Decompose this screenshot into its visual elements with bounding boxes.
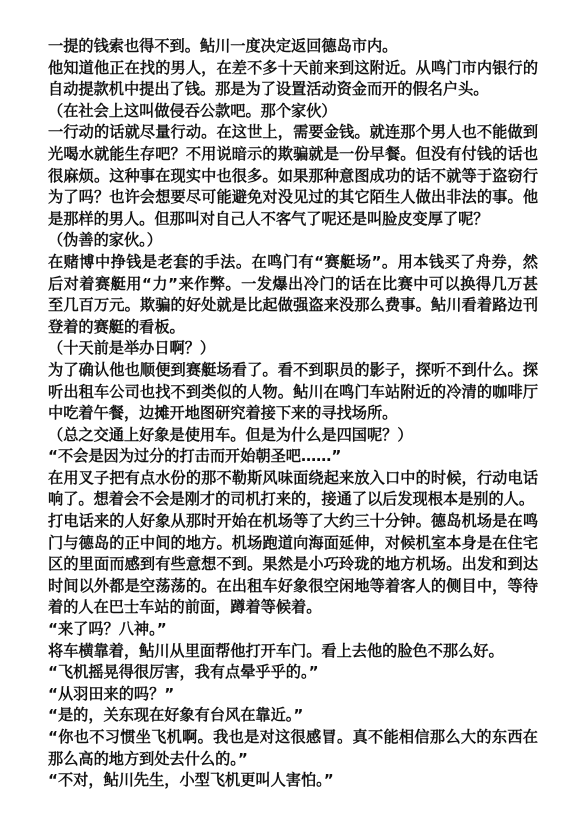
paragraph-18: “你也不习惯坐飞机啊。我也是对这很感冒。真不能相信那么大的东西在那么高的地方到处去什么的。”: [48, 728, 538, 768]
novel-page: [48, 36, 538, 792]
paragraph-8: 为了确认他也顺便到赛艇场看了。看不到职员的影子，探听不到什么。探听出租车公司也找不到类似的人物。鲇川在鸣门车站附近的冷清的咖啡厅中吃着午餐，边摊开地图研究着接下来的寻找场所。: [48, 360, 538, 423]
paragraph-7: （十天前是举办日啊？）: [48, 339, 216, 358]
paragraph-4: 一行动的话就尽量行动。在这世上，需要金钱。就连那个男人也不能做到光喝水就能生存吧？不用说暗示的欺骗就是一份早餐。但没有付钱的话也很麻烦。这种事在现实中也很多。如果那种意图成功的话不就等于盗窃行为了吗？也许会想要尽可能避免对没见过的其它陌生人做出非法的事。他是那样的男人。但那叫对自己人不客气了呢还是叫脸皮变厚了呢？: [48, 123, 538, 228]
paragraph-15: “飞机摇晃得很厉害，我有点晕乎乎的。”: [48, 663, 319, 682]
paragraph-1: 一提的钱索也得不到。鲇川一度决定返回德岛市内。: [48, 37, 398, 55]
paragraph-5: （伪善的家伙。）: [48, 231, 162, 250]
paragraph-19: “不对，鲇川先生，小型飞机更叫人害怕。”: [48, 771, 334, 790]
paragraph-9: （总之交通上好象是使用车。但是为什么是四国呢？）: [48, 425, 413, 444]
paragraph-3: （在社会上这叫做侵吞公款吧。那个家伙）: [48, 101, 337, 120]
paragraph-16: “从羽田来的吗？”: [48, 684, 175, 703]
paragraph-6: 在赌博中挣钱是老套的手法。在鸣门有“赛艇场”。用本钱买了舟券，然后对着赛艇用“力”来作弊。一发爆出冷门的话在比赛中可以换得几万甚至几百万元。欺骗的好处就是比起做强盗来没那么费事。鲇川看着路边刊登着的赛艇的看板。: [48, 252, 538, 336]
paragraph-14: 将车横靠着，鲇川从里面帮他打开车门。看上去他的脸色不那么好。: [48, 641, 504, 660]
paragraph-13: “来了吗？八神。”: [48, 620, 167, 639]
paragraph-17: “是的，关东现在好象有台风在靠近。”: [48, 706, 304, 725]
paragraph-2: 他知道他正在找的男人，在差不多十天前来到这附近。从鸣门市内银行的自动提款机中提出了钱。那是为了设置活动资金而开的假名户头。: [48, 58, 538, 99]
paragraph-11: 在用叉子把有点水份的那不勒斯风味面绕起来放入口中的时候，行动电话响了。想着会不会是刚才的司机打来的，接通了以后发现根本是别的人。: [48, 468, 538, 509]
paragraph-10: “不会是因为过分的打击而开始朝圣吧……”: [48, 447, 342, 466]
paragraph-12: 打电话来的人好象从那时开始在机场等了大约三十分钟。德岛机场是在鸣门与德岛的正中间的地方。机场跑道向海面延伸，对候机室本身是在住宅区的里面而感到有些意想不到。果然是小巧玲珑的地方机场。出发和到达时间以外都是空荡荡的。在出租车好象很空闲地等着客人的侧目中，等待着的人在巴士车站的前面，蹲着等候着。: [48, 512, 538, 617]
